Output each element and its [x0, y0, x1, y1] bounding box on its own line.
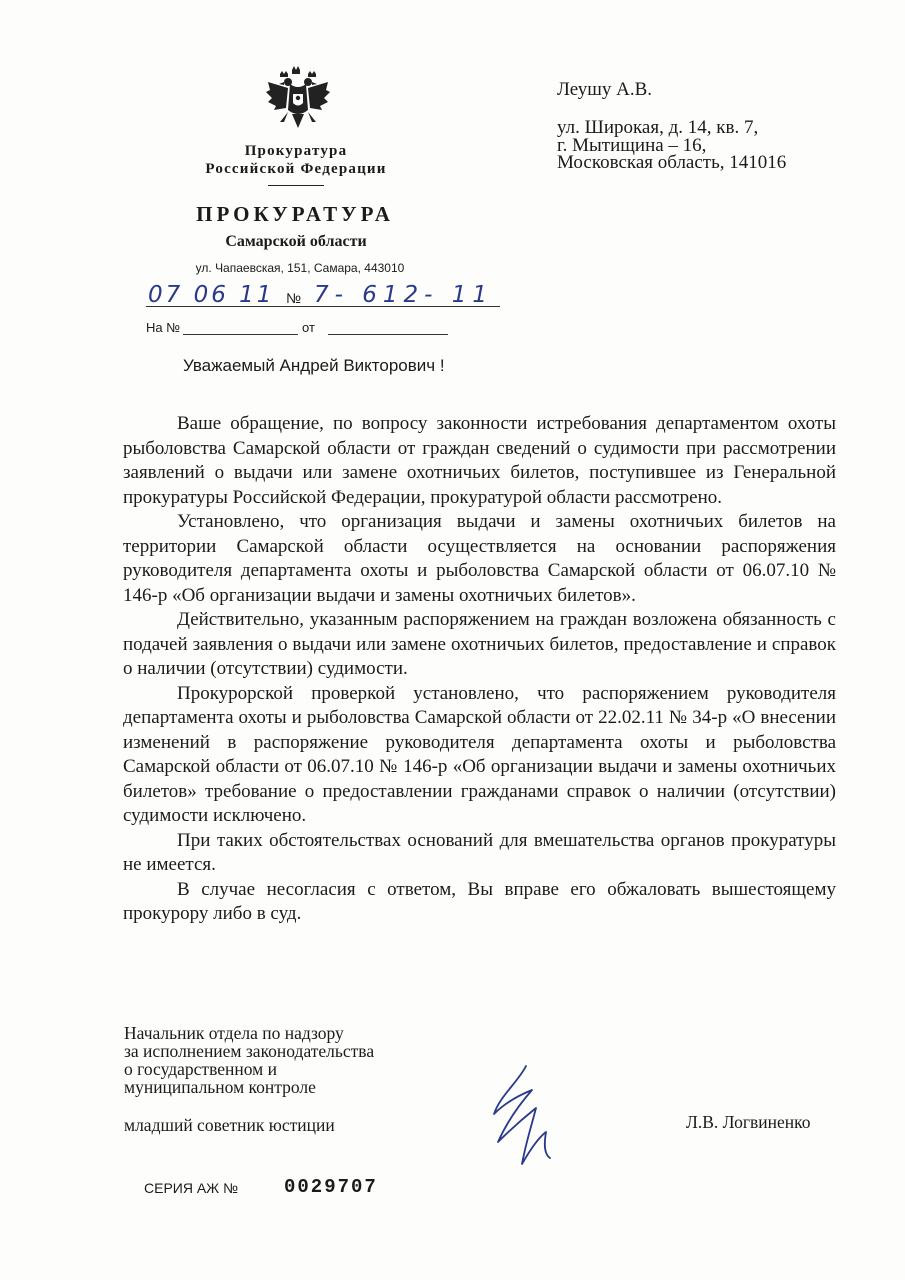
letterhead-title: ПРОКУРАТУРА	[196, 202, 394, 226]
letterhead-line2: Российской Федерации	[205, 161, 387, 177]
signatory-rank: младший советник юстиции	[124, 1115, 335, 1135]
body-paragraph-4: Прокурорской проверкой установлено, что распоряжением руководителя департамента охоты и рыболовства Самарской области от 22.02.11 № 34-р «О внесении изменений в распоряжение руководителя департамента охоты и рыболовства Самарской области от 06.07.10 № 146-р «Об организации выдачи и замены охотничьих билетов» требование о предоставлении гражданами справок о наличии (отсутствии) судимости исключено.	[123, 682, 836, 826]
signatory-title-line4: муниципальном контроле	[124, 1077, 316, 1097]
letterhead-address: ул. Чапаевская, 151, Самара, 443010	[195, 261, 405, 275]
registration-underline	[146, 306, 500, 307]
body-paragraph-1: Ваше обращение, по вопросу законности истребования департаментом охоты рыболовства Самарской области от граждан сведений о судимости при рассмотрении заявлений о выдачи или замене охотничьих билетов, поступившее из Генеральной прокуратуры Российской Федерации, прокуратурой области рассмотрено.	[123, 413, 836, 508]
signatory-name: Л.В. Логвиненко	[686, 1112, 811, 1132]
addressee-line2: г. Мытищина – 16,	[557, 135, 707, 156]
body-paragraph-2: Установлено, что организация выдачи и замены охотничьих билетов на территории Самарской области осуществляется на основании распоряжения руководителя департамента охоты и рыболовства Самарской области от 06.07.10 № 146-р «Об организации выдачи и замены охотничьих билетов».	[123, 511, 836, 606]
coat-of-arms-icon	[262, 64, 334, 136]
letter-body	[123, 412, 836, 927]
addressee-line3: Московская область, 141016	[557, 152, 787, 173]
signatory-title-line2: за исполнением законодательства	[124, 1041, 375, 1061]
salutation: Уважаемый Андрей Викторович !	[183, 356, 445, 375]
signatory-title-line3: о государственном и	[124, 1059, 277, 1079]
letterhead-line1: Прокуратура	[244, 143, 348, 159]
addressee-name: Леушу А.В.	[557, 79, 652, 100]
handwritten-signature-icon	[488, 1062, 568, 1172]
reference-number-blank	[183, 334, 298, 335]
reference-date-blank	[328, 334, 448, 335]
body-paragraph-5: При таких обстоятельствах оснований для вмешательства органов прокуратуры не имеется.	[123, 829, 836, 875]
reference-label: На №	[146, 320, 181, 335]
letterhead-divider	[268, 185, 324, 186]
series-label: СЕРИЯ АЖ №	[144, 1180, 239, 1196]
registration-number: 7- 612- 11	[314, 282, 494, 308]
registration-number-label: №	[286, 290, 302, 306]
reference-from-label: от	[302, 320, 315, 335]
signatory-title	[124, 1024, 374, 1096]
addressee-line1: ул. Широкая, д. 14, кв. 7,	[557, 117, 759, 138]
series-number: 0029707	[284, 1176, 378, 1198]
registration-date: 07 06 11	[148, 282, 275, 308]
letterhead-region: Самарской области	[225, 233, 367, 250]
body-paragraph-6: В случае несогласия с ответом, Вы вправе его обжаловать вышестоящему прокурору либо в суд.	[123, 878, 836, 924]
body-paragraph-3: Действительно, указанным распоряжением на граждан возложена обязанность с подачей заявления о выдачи или замене охотничьих билетов, предоставление и справок о наличии (отсутствии) судимости.	[123, 609, 836, 679]
signatory-title-line1: Начальник отдела по надзору	[124, 1023, 344, 1043]
